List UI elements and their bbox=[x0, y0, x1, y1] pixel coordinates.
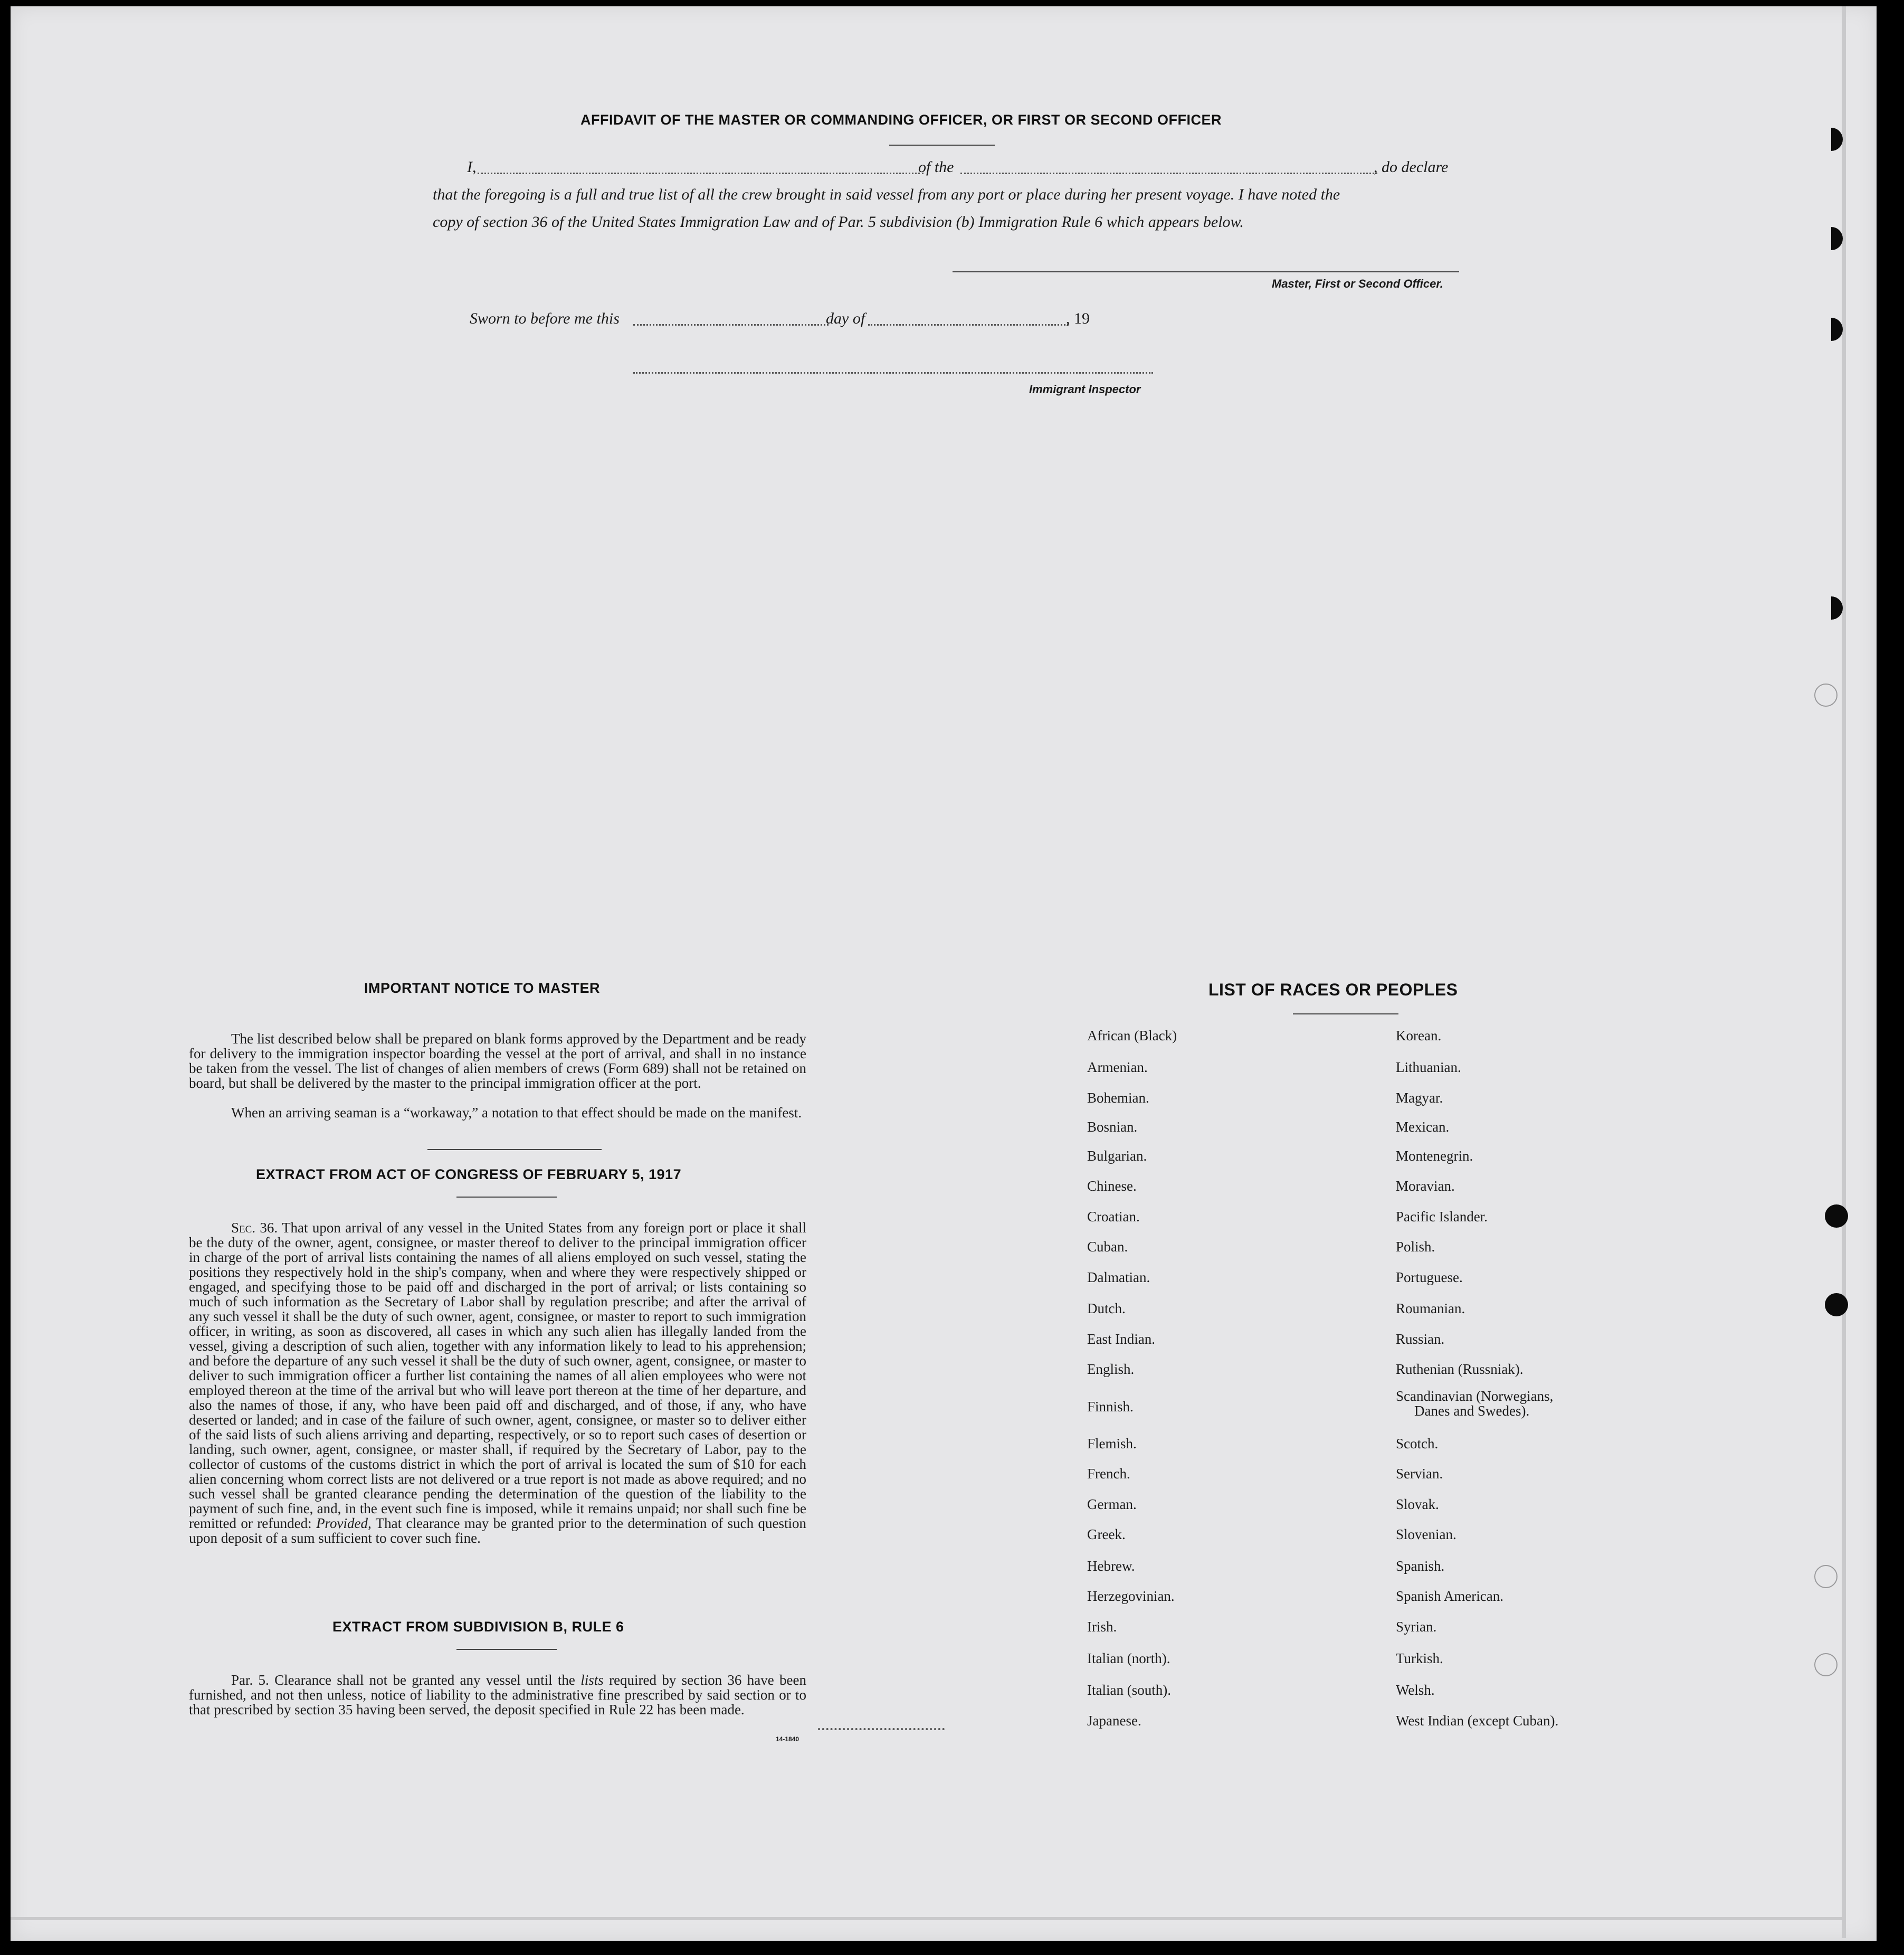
name-blank bbox=[478, 173, 924, 174]
rule6-lists: lists bbox=[580, 1672, 604, 1688]
affidavit-of-the: of the bbox=[918, 158, 954, 176]
binder-hole-icon bbox=[1814, 1565, 1838, 1588]
vessel-blank bbox=[960, 173, 1377, 174]
binder-hole-icon bbox=[1820, 318, 1843, 341]
divider bbox=[456, 1649, 557, 1650]
sworn-day-blank bbox=[633, 324, 829, 326]
race-item: Finnish. bbox=[1087, 1399, 1134, 1415]
race-item: French. bbox=[1087, 1466, 1130, 1482]
race-item: Montenegrin. bbox=[1396, 1148, 1473, 1164]
race-item: Syrian. bbox=[1396, 1619, 1437, 1635]
race-item: Cuban. bbox=[1087, 1239, 1128, 1255]
race-item: Portuguese. bbox=[1396, 1269, 1463, 1285]
act-text: That upon arrival of any vessel in the United States from any foreign port or place it shall be the duty of the owner, agent, consignee, or master thereof to deliver to the principal immigration officer in charge of the port of arrival lists containing the names of all aliens employed on such vessel, stating the positions they respectively hold in the ship's company, when and where they were respectively shipped or engaged, and specifying those to be paid off and discharged in the port of arrival; or lists containing so much of such information as the Secretary of Labor shall by regulation prescribe; and after the arrival of any such vessel it shall be the duty of such owner, agent, consignee, or master to report to such immigration officer, in writing, as soon as discovered, all cases in which any such alien has illegally landed from the vessel, giving a description of such alien, together with any information likely to lead to his apprehension; and before the departure of any such vessel it shall be the duty of such owner, agent, consignee, or master to deliver to such immigration officer a further list containing the names of all alien employees who were not employed thereon at the time of the arrival but who will leave port thereon at the time of her departure, and also the names of those, if any, who have been paid off and discharged, and of those, if any, who have deserted or landed; and in case of the failure of such owner, agent, consignee, or master so to deliver either of the said lists of such aliens arriving and departing, respectively, or so to report such cases of desertion or landing, such owner, agent, consignee, or master shall, if required by the Secretary of Labor, pay to the collector of customs of the customs district in which the port of arrival is located the sum of $10 for each alien concerning whom correct lists are not delivered or a true report is not made as above required; and no such vessel shall be granted clearance pending the determination of the question of the liability to the payment of such fine, and, in the event such fine is imposed, while it remains unpaid; nor shall such fine be remitted or refunded: bbox=[189, 1220, 807, 1531]
affidavit-line-3: copy of section 36 of the United States Immigration Law and of Par. 5 subdivision (b) Immigration Rule 6 which appears below. bbox=[433, 213, 1244, 231]
race-item: Bulgarian. bbox=[1087, 1148, 1147, 1164]
act-title: EXTRACT FROM ACT OF CONGRESS OF FEBRUARY 5, 1917 bbox=[256, 1166, 682, 1182]
affidavit-line-2: that the foregoing is a full and true list of all the crew brought in said vessel from any port or place during her present voyage. I have noted the bbox=[433, 186, 1340, 203]
race-item: Turkish. bbox=[1396, 1650, 1443, 1666]
race-item: Hebrew. bbox=[1087, 1558, 1135, 1574]
binder-hole-icon bbox=[1825, 1204, 1848, 1228]
race-item: Russian. bbox=[1396, 1331, 1445, 1347]
race-item: Moravian. bbox=[1396, 1178, 1455, 1194]
race-item: Dalmatian. bbox=[1087, 1269, 1150, 1285]
race-item: West Indian (except Cuban). bbox=[1396, 1713, 1559, 1729]
signature-label: Master, First or Second Officer. bbox=[1272, 277, 1443, 290]
dotted-mark bbox=[818, 1728, 945, 1730]
race-item: Japanese. bbox=[1087, 1713, 1141, 1729]
sworn-day-of: day of bbox=[826, 310, 865, 327]
binder-hole-icon bbox=[1820, 596, 1843, 620]
document-page bbox=[11, 6, 1877, 1941]
affidavit-title: AFFIDAVIT OF THE MASTER OR COMMANDING OFFICER, OR FIRST OR SECOND OFFICER bbox=[580, 112, 1222, 128]
binder-hole-icon bbox=[1814, 1653, 1838, 1676]
notice-title: IMPORTANT NOTICE TO MASTER bbox=[364, 980, 600, 996]
form-number: 14-1840 bbox=[776, 1735, 799, 1743]
page-edge bbox=[1842, 6, 1846, 1938]
race-item: Ruthenian (Russniak). bbox=[1396, 1361, 1524, 1377]
provided-label: Provided, bbox=[316, 1515, 372, 1531]
race-item: Mexican. bbox=[1396, 1119, 1450, 1135]
affidavit-i: I, bbox=[467, 158, 477, 176]
race-item: Bosnian. bbox=[1087, 1119, 1138, 1135]
race-item: Servian. bbox=[1396, 1466, 1443, 1482]
race-item: Scandinavian (Norwegians, bbox=[1396, 1388, 1554, 1404]
races-title: LIST OF RACES OR PEOPLES bbox=[1208, 980, 1458, 999]
race-item: Irish. bbox=[1087, 1619, 1117, 1635]
divider bbox=[889, 145, 995, 146]
race-item: Slovenian. bbox=[1396, 1526, 1456, 1542]
race-item: Pacific Islander. bbox=[1396, 1209, 1488, 1225]
divider bbox=[456, 1197, 557, 1198]
sworn-year: , 19 bbox=[1066, 310, 1090, 327]
binder-hole-icon bbox=[1814, 684, 1838, 707]
binder-hole-icon bbox=[1820, 128, 1843, 151]
race-item: Korean. bbox=[1396, 1028, 1442, 1043]
race-item: Spanish American. bbox=[1396, 1588, 1503, 1604]
rule6-title: EXTRACT FROM SUBDIVISION B, RULE 6 bbox=[332, 1619, 624, 1635]
race-item: Italian (south). bbox=[1087, 1682, 1171, 1698]
race-item: Bohemian. bbox=[1087, 1090, 1149, 1106]
race-item: Dutch. bbox=[1087, 1301, 1126, 1316]
rule6-text-a: Par. 5. Clearance shall not be granted any vessel until the bbox=[231, 1672, 575, 1688]
signature-line bbox=[953, 271, 1459, 272]
race-item: Scotch. bbox=[1396, 1436, 1439, 1451]
sec-label: Sec. 36. bbox=[231, 1220, 278, 1236]
race-item: Herzegovinian. bbox=[1087, 1588, 1175, 1604]
race-item: Polish. bbox=[1396, 1239, 1435, 1255]
notice-paragraph-1: The list described below shall be prepared on blank forms approved by the Department and be ready for delivery to the immigration inspector boarding the vessel at the port of arrival, and shall in no instance be taken from the vessel. The list of changes of alien members of crews (Form 689) shall not be retained on board, but shall be delivered by the master to the principal immigration officer at the port. bbox=[189, 1031, 806, 1091]
race-item: Magyar. bbox=[1396, 1090, 1443, 1106]
inspector-signature-line bbox=[633, 372, 1153, 374]
race-item: English. bbox=[1087, 1361, 1135, 1377]
race-item: East Indian. bbox=[1087, 1331, 1155, 1347]
race-item-continuation: Danes and Swedes). bbox=[1414, 1403, 1530, 1419]
divider bbox=[427, 1149, 602, 1150]
page-edge bbox=[11, 1917, 1842, 1920]
race-item: Croatian. bbox=[1087, 1209, 1140, 1225]
race-item: Chinese. bbox=[1087, 1178, 1137, 1194]
sworn-month-blank bbox=[868, 324, 1069, 326]
affidavit-declare: , do declare bbox=[1374, 158, 1449, 176]
race-item: Greek. bbox=[1087, 1526, 1126, 1542]
binder-hole-icon bbox=[1820, 227, 1843, 250]
race-item: Italian (north). bbox=[1087, 1650, 1170, 1666]
race-item: Roumanian. bbox=[1396, 1301, 1465, 1316]
inspector-label: Immigrant Inspector bbox=[1029, 383, 1141, 396]
divider bbox=[1293, 1013, 1398, 1014]
sworn-text: Sworn to before me this bbox=[470, 310, 620, 327]
act-body bbox=[189, 1220, 806, 1545]
race-item: German. bbox=[1087, 1496, 1137, 1512]
race-item: Spanish. bbox=[1396, 1558, 1445, 1574]
race-item: Lithuanian. bbox=[1396, 1059, 1461, 1075]
act-text-end: That clearance may be granted prior to the determination of such question upon deposit of a sum sufficient to cover such fine. bbox=[189, 1515, 807, 1546]
rule6-text-b: required by section 36 have been furnished, and not then unless, notice of liability to the administrative fine prescribed by said section or to that prescribed by section 35 having been served, the deposit specified in Rule 22 has been made. bbox=[189, 1672, 806, 1717]
race-item: Flemish. bbox=[1087, 1436, 1137, 1451]
notice-paragraph-2: When an arriving seaman is a “workaway,” a notation to that effect should be made on the manifest. bbox=[231, 1105, 802, 1121]
race-item: Armenian. bbox=[1087, 1059, 1148, 1075]
rule6-body bbox=[189, 1673, 806, 1717]
race-item: Welsh. bbox=[1396, 1682, 1435, 1698]
race-item: African (Black) bbox=[1087, 1028, 1177, 1043]
race-item: Slovak. bbox=[1396, 1496, 1439, 1512]
binder-hole-icon bbox=[1825, 1293, 1848, 1316]
